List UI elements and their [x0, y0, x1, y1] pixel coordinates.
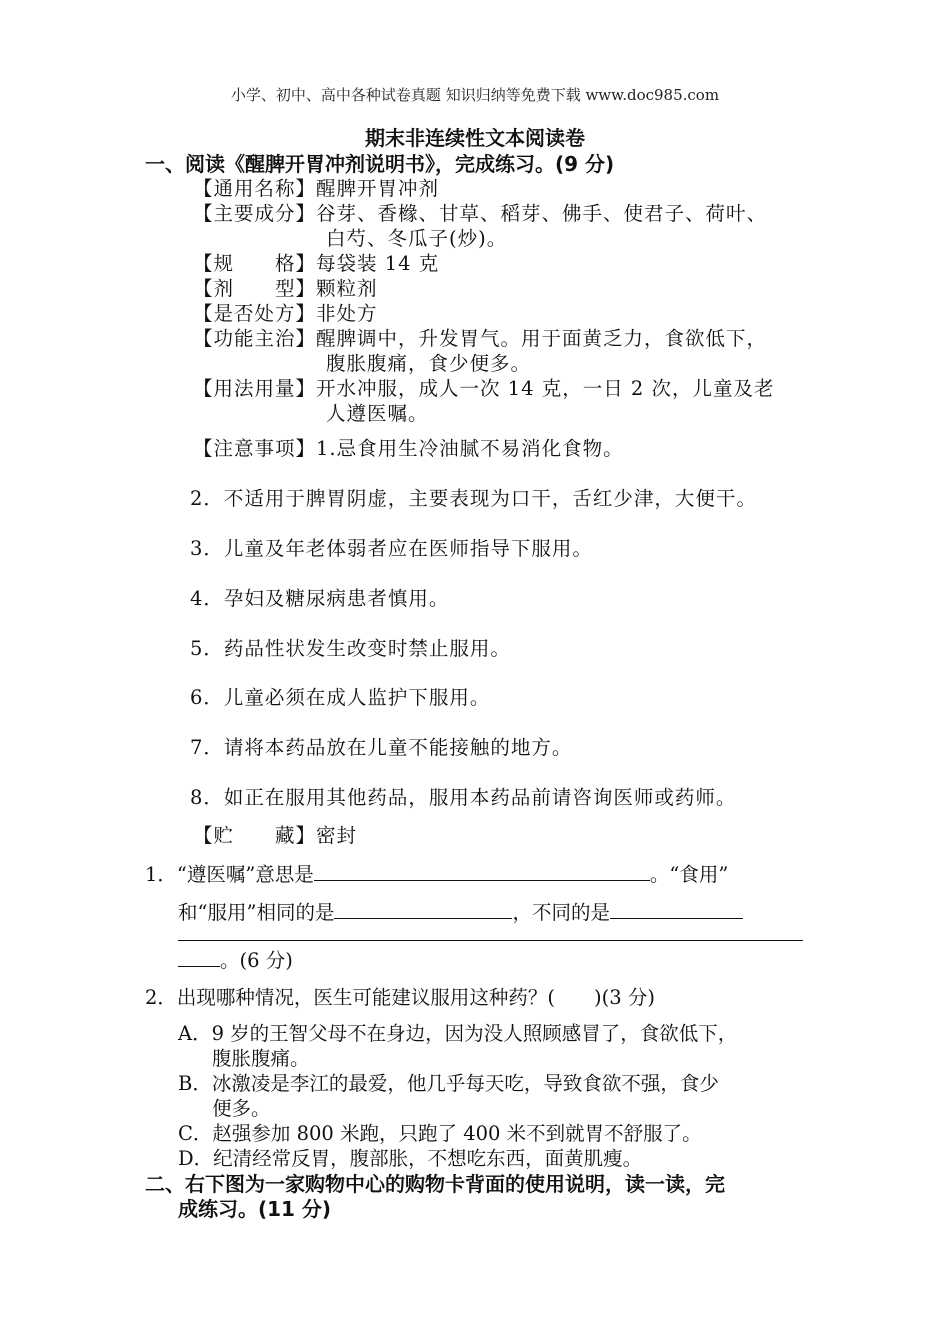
caution-item: 5．药品性状发生改变时禁止服用。 [190, 637, 511, 660]
q2-option-b[interactable]: B．冰激凌是李江的最爱，他几乎每天吃，导致食欲不强，食少 [178, 1072, 719, 1095]
caution-item: 3．儿童及年老体弱者应在医师指导下服用。 [190, 537, 593, 560]
section2-heading: 二、右下图为一家购物中心的购物卡背面的使用说明，读一读，完 [145, 1172, 725, 1196]
q2-option-a[interactable]: A．9 岁的王智父母不在身边，因为没人照顾感冒了，食欲低下， [178, 1022, 738, 1045]
q1-blank-different[interactable] [610, 900, 743, 919]
section1-heading: 一、阅读《醒脾开胃冲剂说明书》，完成练习。(9 分) [145, 152, 615, 176]
manual-ingredients-cont: 白芍、冬瓜子(炒)。 [326, 227, 508, 250]
page-header: 小学、初中、高中各种试卷真题 知识归纳等免费下载 www.doc985.com [230, 86, 720, 104]
caution-item: 6．儿童必须在成人监护下服用。 [190, 686, 491, 709]
page-title: 期末非连续性文本阅读卷 [365, 126, 585, 150]
q2-option-c[interactable]: C．赵强参加 800 米跑，只跑了 400 米不到就胃不舒服了。 [178, 1122, 702, 1145]
caution-item: 2．不适用于脾胃阴虚，主要表现为口干，舌红少津，大便干。 [190, 487, 757, 510]
caution-item: 7．请将本药品放在儿童不能接触的地方。 [190, 736, 573, 759]
q1-text-d: ，不同的是 [512, 901, 610, 924]
question-2-stem: 2．出现哪种情况，医生可能建议服用这种药？( )(3 分) [145, 986, 655, 1009]
manual-caution-label: 【注意事项】1.忌食用生冷油腻不易消化食物。 [193, 437, 624, 460]
q1-blank-same[interactable] [334, 900, 512, 919]
manual-generic-name: 【通用名称】醒脾开胃冲剂 [193, 177, 440, 200]
q1-blank-meaning[interactable] [314, 862, 650, 881]
caution-item: 8．如正在服用其他药品，服用本药品前请咨询医师或药师。 [190, 786, 737, 809]
manual-prescription: 【是否处方】非处方 [193, 302, 378, 325]
manual-usage-cont: 人遵医嘱。 [326, 402, 429, 425]
q2-option-d[interactable]: D．纪清经常反胃，腹部胀，不想吃东西，面黄肌瘦。 [178, 1147, 643, 1170]
manual-storage: 【贮 藏】密封 [193, 824, 358, 847]
question-1 [145, 862, 728, 887]
manual-ingredients: 【主要成分】谷芽、香橼、甘草、稻芽、佛手、使君子、荷叶、 [193, 202, 768, 225]
q1-blank-end[interactable] [178, 948, 220, 967]
manual-form: 【剂 型】颗粒剂 [193, 277, 378, 300]
q2-option-b-cont: 便多。 [212, 1097, 271, 1120]
section2-heading-cont: 成练习。(11 分) [178, 1197, 332, 1221]
q1-blank-line[interactable] [178, 940, 803, 941]
manual-usage: 【用法用量】开水冲服，成人一次 14 克，一日 2 次，儿童及老 [193, 377, 775, 400]
q1-text-c: 和“服用”相同的是 [178, 901, 335, 924]
manual-function: 【功能主治】醒脾调中，升发胃气。用于面黄乏力，食欲低下， [193, 327, 768, 350]
manual-spec: 【规 格】每袋装 14 克 [193, 252, 440, 275]
q1-text-a: 1．“遵医嘱”意思是 [145, 863, 314, 886]
q2-option-a-cont: 腹胀腹痛。 [212, 1047, 310, 1070]
q1-text-e: 。(6 分) [220, 949, 293, 972]
caution-item: 4．孕妇及糖尿病患者慎用。 [190, 587, 450, 610]
question-1-line3 [178, 948, 293, 973]
q1-text-b: 。“食用” [649, 863, 729, 886]
manual-function-cont: 腹胀腹痛，食少便多。 [326, 352, 532, 375]
question-1-line2 [178, 900, 743, 925]
